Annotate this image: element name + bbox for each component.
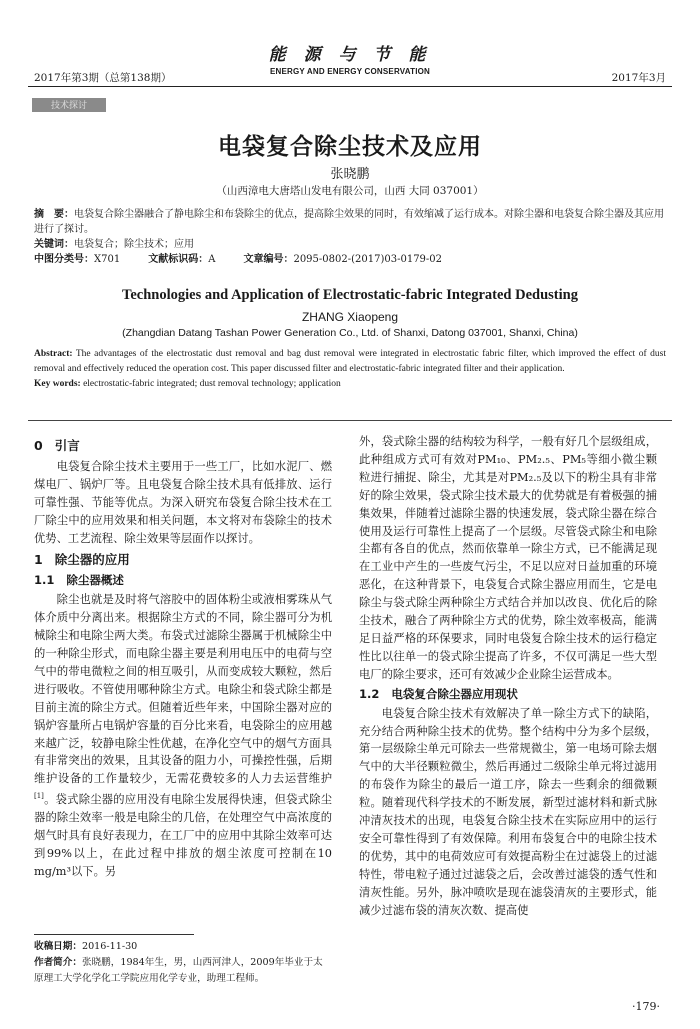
abstract-cn-body bbox=[34, 207, 666, 237]
section-1-1-number: 1.1 bbox=[34, 573, 55, 588]
article-no-label: 文章编号： bbox=[243, 254, 294, 265]
section-1-title: 除尘器的应用 bbox=[54, 552, 130, 568]
abstract-en-body bbox=[34, 347, 666, 377]
section-1-2-number: 1.2 bbox=[359, 686, 380, 701]
section-0-heading bbox=[34, 437, 332, 455]
clc-value: X701 bbox=[94, 254, 121, 265]
abstract-divider bbox=[28, 420, 672, 421]
footnote bbox=[34, 939, 332, 987]
received-value: 2016-11-30 bbox=[81, 941, 138, 952]
keywords-en-label: Key words: bbox=[34, 379, 81, 389]
running-header-date: 2017年3月 bbox=[611, 72, 666, 84]
column-tag: 技术探讨 bbox=[32, 98, 106, 112]
abstract-en-text: The advantages of the electrostatic dust removal and bag dust removal were integrated in electrostatic fabric filter, which improved the effect of dust removal and effectively reduced the operation cost. This paper discussed filter and electrostatic-fabric integrated filter and their application. bbox=[34, 349, 666, 374]
affiliation-en: (Zhangdian Datang Tashan Power Generation Co., Ltd. of Shanxi, Datong 037001, Shanxi, China) bbox=[122, 327, 578, 339]
citation-ref: [1] bbox=[34, 792, 44, 801]
author-bio bbox=[34, 955, 332, 987]
keywords-cn bbox=[34, 237, 666, 252]
section-1-1-title: 除尘器概述 bbox=[66, 573, 124, 588]
journal-masthead bbox=[0, 40, 700, 76]
author-en: ZHANG Xiaopeng bbox=[301, 310, 399, 324]
journal-title-cn: 能 源 与 节 能 bbox=[268, 45, 432, 65]
section-1-number: 1 bbox=[34, 552, 43, 568]
section-0-title: 引言 bbox=[54, 438, 80, 453]
clc-label: 中图分类号： bbox=[34, 254, 94, 265]
received-date bbox=[34, 939, 332, 955]
abstract-en-label: Abstract: bbox=[34, 349, 73, 359]
section-1-1-heading bbox=[34, 572, 332, 590]
keywords-en bbox=[34, 377, 666, 392]
abstract-cn-text: 电袋复合除尘器融合了静电除尘和布袋除尘的优点，提高除尘效果的同时，有效缩减了运行成本。对除尘器和电袋复合除尘器及其应用进行了探讨。 bbox=[34, 209, 664, 235]
abstract-cn-label: 摘 要： bbox=[34, 209, 74, 220]
doc-code-value: A bbox=[208, 254, 216, 265]
abstract-en bbox=[34, 347, 666, 392]
section-1-2-title: 电袋复合除尘器应用现状 bbox=[391, 686, 518, 701]
journal-title-en: ENERGY AND ENERGY CONSERVATION bbox=[269, 67, 431, 76]
body-column-right bbox=[359, 433, 657, 919]
section-1-1-continued: 外，袋式除尘器的结构较为科学，一般有好几个层级组成，此种组成方式可有效对PM₁₀、PM₂.₅、PM₅等细小微尘颗粒进行捕捉、除尘，尤其是对PM₂.₅及以下的粉尘具有非常好的除尘效果，袋式除尘技术最大的优势就是有着极强的捕集效果，伴随着过滤除尘器的快速发展，袋式除尘器在综合使用及运行可靠性上提高了一个层级。尽管袋式除尘和电除尘都有各自的优点，然而依靠单一除尘方式，已不能满足现在工业中产生的一些废气污尘，不足以应对日益加重的环境恶化，在这种背景下，电袋复合式除尘器应用而生，它是电除尘与袋式除尘两种除尘方式结合并加以改良、优化后的除尘技术，融合了两种除尘方式的优势，除尘效率极高，能满足日益严格的环保要求，同时电袋复合除尘技术的运行稳定性比以往单一的袋式除尘提高了许多，不仅可满足一些大型电厂的除尘要求，还可有效减少企业除尘运营成本。 bbox=[359, 435, 657, 681]
article-no-value: 2095-0802-(2017)03-0179-02 bbox=[293, 254, 443, 265]
running-header-issue: 2017年第3期（总第138期） bbox=[34, 72, 172, 84]
section-1-2-heading bbox=[359, 686, 657, 704]
classification-line bbox=[34, 252, 666, 267]
header-divider bbox=[28, 86, 672, 87]
author-cn: 张晓鹏 bbox=[330, 167, 370, 182]
doc-code-label: 文献标识码： bbox=[148, 254, 209, 265]
keywords-cn-label: 关键词： bbox=[34, 239, 74, 250]
abstract-cn bbox=[34, 207, 666, 267]
article-title-cn: 电袋复合除尘技术及应用 bbox=[218, 134, 482, 160]
page-number: ·179· bbox=[632, 1000, 660, 1013]
section-1-1-text-b: 。袋式除尘器的应用没有电除尘发展得快速，但袋式除尘器的除尘效率一般是电除尘的几倍，在处理空气中高浓度的烟气时具有良好表现力，在工厂中的应用中其除尘效率可达到99%以上，在此过程中排放的烟尘浓度可控制在10 mg/m³以下。另 bbox=[34, 792, 332, 878]
body-column-left bbox=[34, 433, 332, 881]
section-1-2-paragraph: 电袋复合除尘技术有效解决了单一除尘方式下的缺陷，充分结合两种除尘技术的优势。整个结构中分为多个层级，第一层级除尘单元可除去一些常规微尘，第一电场可除去烟气中的大半径颗粒微尘，然后再通过二级除尘单元将过滤用的布袋作为除尘的最后一道工序，除去一些剩余的细微颗粒。随着现代科学技术的不断发展，新型过滤材料和新式脉冲清灰技术的出现，电袋复合除尘技术在实际应用中的运行安全可靠性得到了有效保障。利用布袋复合中的电除尘技术的优势，其中的电荷效应可有效提高粉尘在过滤袋上的过滤特性，带电粒子通过过滤袋之后，会改善过滤袋的透气性和清灰性能。另外，脉冲喷吹是现在滤袋清灰的主要形式，能减少过滤布袋的清灰次数、提高使 bbox=[359, 706, 657, 917]
author-bio-text: 张晓鹏，1984年生，男，山西河津人，2009年毕业于太原理工大学化学化工学院应用化学专业，助理工程师。 bbox=[34, 957, 323, 984]
section-1-heading bbox=[34, 551, 332, 569]
keywords-cn-text: 电袋复合；除尘技术；应用 bbox=[74, 239, 194, 250]
affiliation-cn: （山西漳电大唐塔山发电有限公司，山西 大同 037001） bbox=[216, 185, 484, 197]
section-1-1-text-a: 除尘也就是及时将气溶胶中的固体粉尘或液相雾珠从气体介质中分离出来。根据除尘方式的不同，除尘器可分为机械除尘和电除尘两大类。布袋式过滤除尘器属于机械除尘中的一种除尘形式，而电除尘器主要是利用电压中的电荷与空气中的带电微粒之间的相互吸引，从而变成较大颗粒，然后进行吸收。不管使用哪种除尘方式。电除尘和袋式除尘都是目前主流的除尘方式。但随着近些年来，中国除尘器对应的锅炉容量所占电锅炉容量的百分比来看，电袋除尘的应用越来越广泛，较静电除尘性优越，在净化空气中的烟气方面具有非常突出的效果，且其设备的阻力小，可操控性强，后期维护设备的工作量较少，无需花费较多的人力去运营维护 bbox=[34, 593, 332, 786]
section-0-number: 0 bbox=[34, 438, 43, 453]
section-1-1-paragraph bbox=[34, 591, 332, 880]
author-bio-label: 作者简介： bbox=[34, 957, 82, 968]
received-label: 收稿日期： bbox=[34, 941, 82, 952]
section-0-paragraph: 电袋复合除尘技术主要用于一些工厂，比如水泥厂、燃煤电厂、锅炉厂等。且电袋复合除尘技术具有低排放、运行可靠性强、节能等优点。为深入研究布袋复合除尘技术在工厂除尘中的应用效果和相关问题，本文将对布袋除尘的技术优势、工艺流程、除尘效果等层面作以探讨。 bbox=[34, 459, 332, 545]
keywords-en-text: electrostatic-fabric integrated; dust removal technology; application bbox=[83, 379, 341, 389]
article-title-en: Technologies and Application of Electrostatic-fabric Integrated Dedusting bbox=[122, 287, 578, 303]
footnote-divider bbox=[34, 934, 194, 935]
